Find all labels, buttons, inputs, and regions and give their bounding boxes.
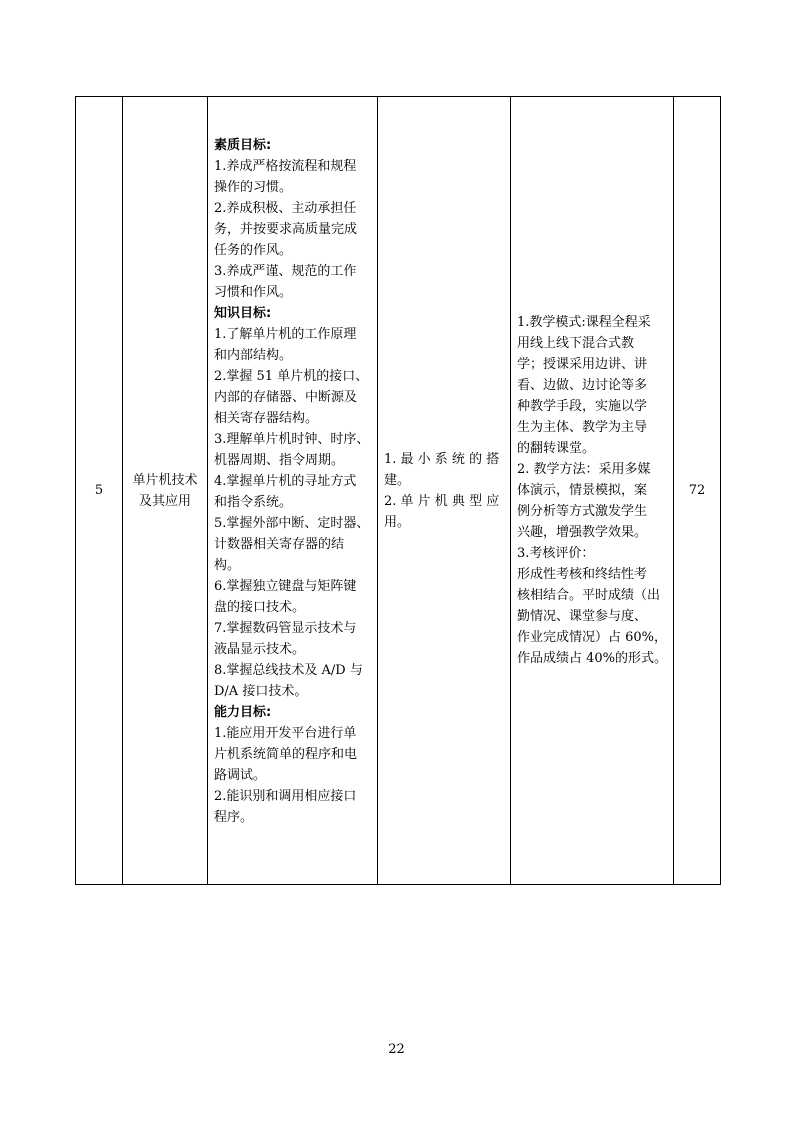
requirement-line: 1.教学模式:课程全程采 [517,315,651,330]
goal-line: 5.掌握外部中断、定时器、 [214,516,370,531]
goal-line: 3.养成严谨、规范的工作 [214,264,357,279]
course-name-line: 及其应用 [138,493,191,509]
goal-line: 盘的接口技术。 [214,600,306,615]
requirement-line: 生为主体、教学为主导 [517,420,648,435]
goal-line: 路调试。 [214,768,267,783]
requirement-line: 兴趣，增强教学效果。 [517,525,648,540]
requirements-list [511,312,673,669]
row-number: 5 [94,483,104,498]
requirement-line: 看、边做、边讨论等多 [517,378,648,393]
goal-line: 程序。 [214,810,254,825]
goal-line: 4.掌握单片机的寻址方式 [214,474,357,489]
goal-line: 构。 [214,558,241,573]
goal-line: 3.理解单片机时钟、时序、 [214,432,370,447]
goal-line: 习惯和作风。 [214,285,293,300]
goal-line: 液晶显示技术。 [214,642,306,657]
goal-line: 和内部结构。 [214,348,293,363]
course-name-cell [123,97,208,885]
goal-line: 8.掌握总线技术及 A/D 与 [214,663,363,678]
goal-line: 1.能应用开发平台进行单 [214,726,357,741]
goal-line: 1.养成严格按流程和规程 [214,159,357,174]
content-line: 用。 [384,514,411,530]
requirement-line: 用线上线下混合式教 [517,336,635,351]
requirement-line: 的翻转课堂。 [517,441,596,456]
goal-line: 操作的习惯。 [214,180,293,195]
page-number: 22 [388,1042,405,1057]
requirement-line: 勤情况、课堂参与度、 [517,609,648,624]
goal-line: 2.能识别和调用相应接口 [214,789,357,804]
goal-line: D/A 接口技术。 [214,684,308,699]
goal-line: 和指令系统。 [214,495,293,510]
goal-line: 机器周期、指令周期。 [214,453,345,468]
goal-line: 务，并按要求高质量完成 [214,222,358,237]
requirement-line: 3.考核评价： [517,546,595,561]
content-cell [378,97,511,885]
table-row [76,97,721,885]
content-list [378,449,510,533]
requirement-line: 体演示，情景模拟，案 [517,483,648,498]
hours-cell [674,97,721,885]
goal-line: 1.了解单片机的工作原理 [214,327,357,342]
requirement-line: 2. 教学方法：采用多媒 [517,462,651,477]
goal-line: 内部的存储器、中断源及 [214,390,358,405]
goal-section-heading: 素质目标: [214,138,272,153]
hours-value: 72 [688,483,706,498]
requirement-line: 种教学手段，实施以学 [517,399,648,414]
content-line: 建。 [384,472,411,488]
goals-cell [208,97,378,885]
goal-line: 片机系统简单的程序和电 [214,747,358,762]
requirement-line: 例分析等方式激发学生 [517,504,648,519]
curriculum-table [75,96,721,885]
requirement-line: 作业完成情况）占 60%， [517,630,668,645]
goal-section-heading: 知识目标: [214,306,272,321]
row-number-cell [76,97,123,885]
requirements-cell [511,97,674,885]
goal-line: 2.养成积极、主动承担任 [214,201,357,216]
goal-line: 7.掌握数码管显示技术与 [214,621,357,636]
goal-section-heading: 能力目标: [214,705,272,720]
requirement-line: 作品成绩占 40%的形式。 [517,651,668,666]
requirement-line: 形成性考核和终结性考 [517,567,648,582]
content-line: 1. 最 小 系 统 的 搭 [384,451,500,467]
requirement-line: 核相结合。平时成绩（出 [517,588,661,603]
requirement-line: 学；授课采用边讲、讲 [517,357,648,372]
goal-line: 计数器相关寄存器的结 [214,537,345,552]
goal-line: 2.掌握 51 单片机的接口、 [214,369,369,384]
goal-line: 6.掌握独立键盘与矩阵键 [214,579,357,594]
course-name-line: 单片机技术 [132,472,198,488]
goal-line: 相关寄存器结构。 [214,411,319,426]
content-line: 2. 单 片 机 典 型 应 [384,493,500,509]
goals-list [208,97,377,828]
goal-line: 任务的作风。 [214,243,293,258]
